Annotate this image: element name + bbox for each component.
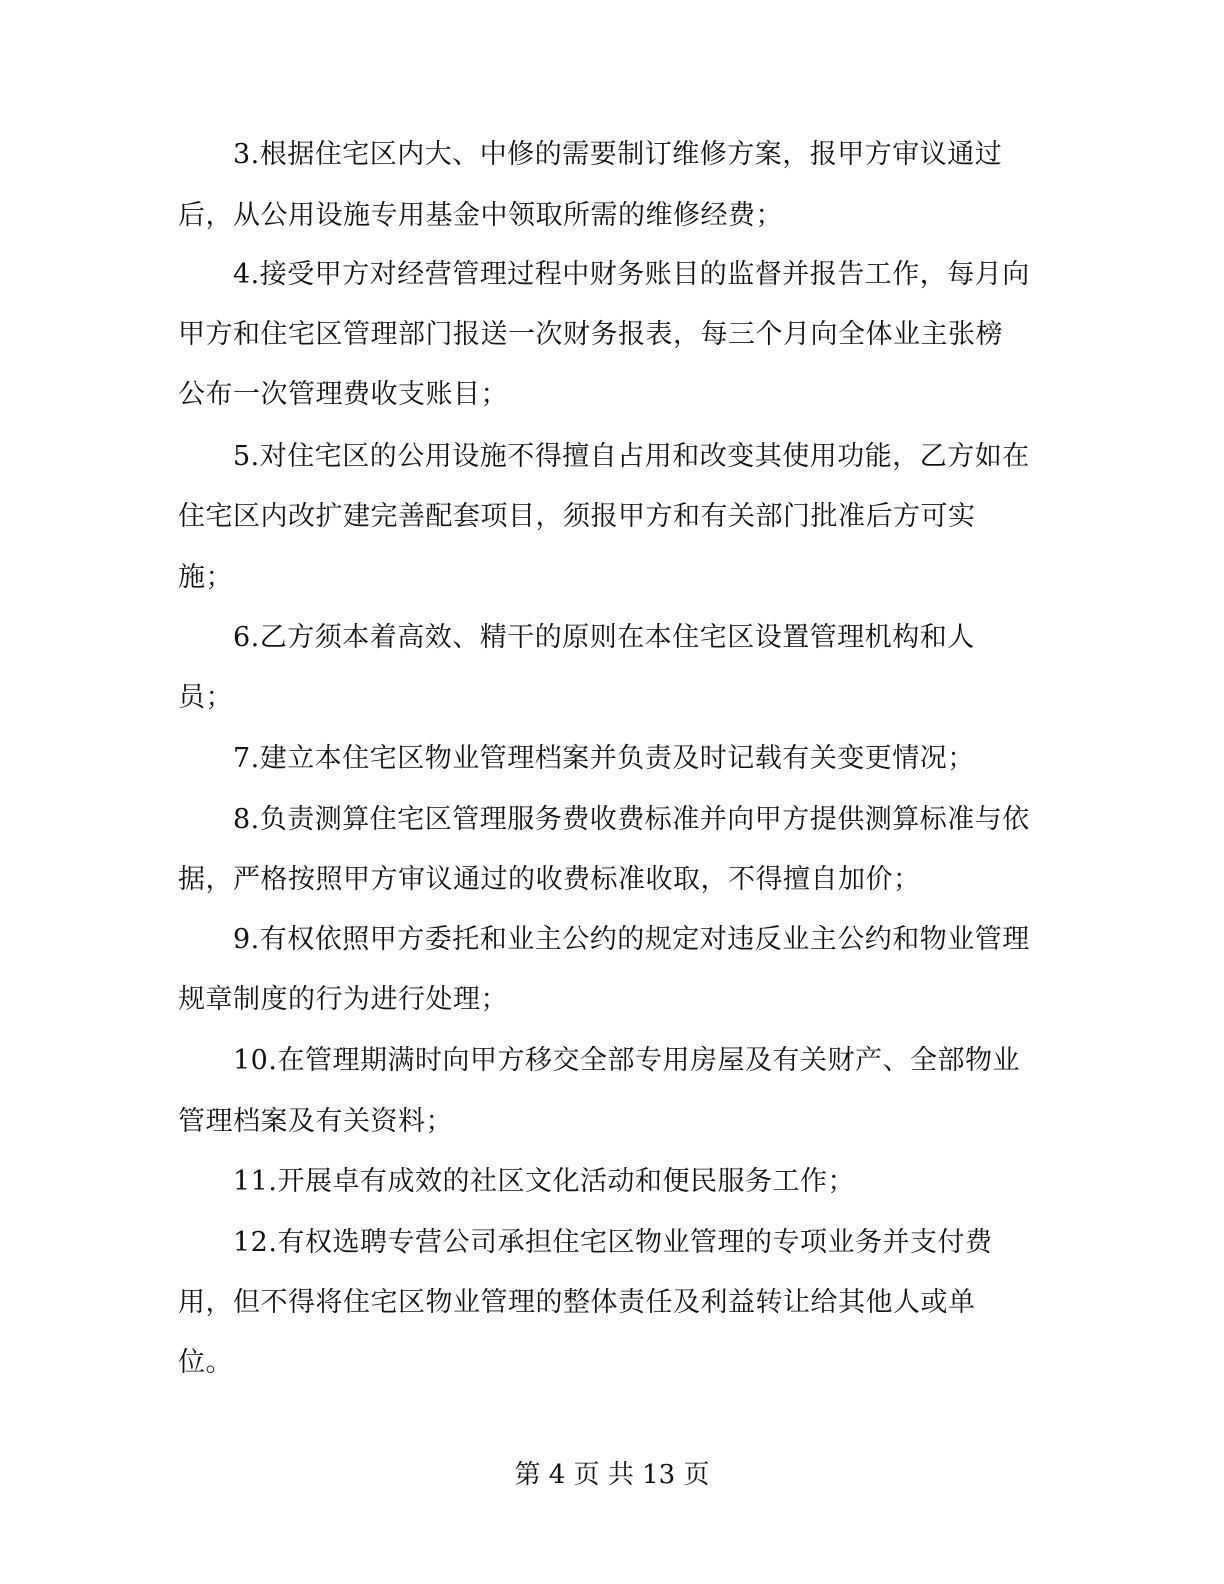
paragraph-line: 管理档案及有关资料； [178,1106,453,1137]
paragraph-line: 9.有权依照甲方委托和业主公约的规定对违反业主公约和物业管理 [233,924,1030,955]
paragraph-line: 12.有权选聘专营公司承担住宅区物业管理的专项业务并支付费 [233,1227,993,1258]
paragraph-line: 住宅区内改扩建完善配套项目，须报甲方和有关部门批准后方可实 [178,501,976,532]
paragraph-line: 据，严格按照甲方审议通过的收费标准收取，不得擅自加价； [178,864,921,895]
paragraph-line: 6.乙方须本着高效、精干的原则在本住宅区设置管理机构和人 [233,622,975,653]
paragraph-line: 7.建立本住宅区物业管理档案并负责及时记载有关变更情况； [233,743,975,774]
paragraph-line: 11.开展卓有成效的社区文化活动和便民服务工作； [233,1166,855,1197]
paragraph-line: 5.对住宅区的公用设施不得擅自占用和改变其使用功能，乙方如在 [233,441,1030,472]
paragraph-line: 施； [178,562,233,593]
paragraph-line: 3.根据住宅区内大、中修的需要制订维修方案，报甲方审议通过 [233,139,1003,170]
paragraph-line: 10.在管理期满时向甲方移交全部专用房屋及有关财产、全部物业 [233,1045,1020,1076]
paragraph-line: 位。 [178,1347,233,1378]
paragraph-line: 甲方和住宅区管理部门报送一次财务报表，每三个月向全体业主张榜 [178,319,1003,350]
paragraph-line: 员； [178,682,233,713]
paragraph-line: 公布一次管理费收支账目； [178,379,508,410]
paragraph-line: 后，从公用设施专用基金中领取所需的维修经费； [178,200,783,231]
paragraph-line: 规章制度的行为进行处理； [178,984,508,1015]
paragraph-line: 8.负责测算住宅区管理服务费收费标准并向甲方提供测算标准与依 [233,804,1030,835]
page-number-footer: 第 4 页 共 13 页 [514,1460,710,1490]
paragraph-line: 用，但不得将住宅区物业管理的整体责任及利益转让给其他人或单 [178,1287,976,1318]
paragraph-line: 4.接受甲方对经营管理过程中财务账目的监督并报告工作，每月向 [233,259,1030,290]
